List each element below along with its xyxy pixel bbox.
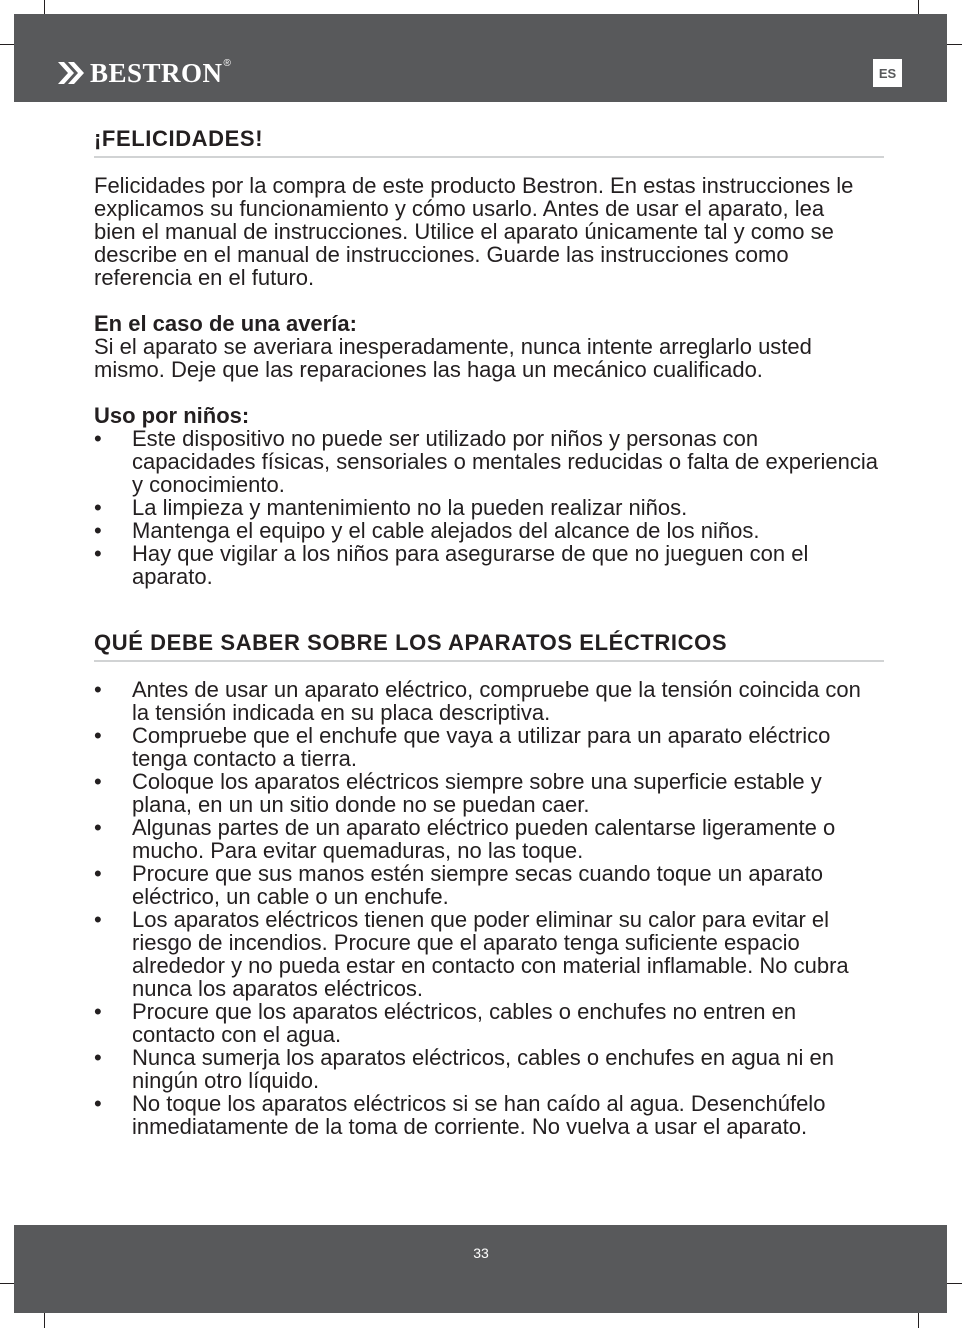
page-number: 33 — [473, 1245, 489, 1261]
footer-bar — [14, 1225, 947, 1313]
list-item: • Procure que sus manos estén siempre secas cuando toque un aparato eléctrico, un cable o un enchufe. — [94, 862, 884, 908]
chevrons-icon — [58, 60, 86, 86]
list-item: • Procure que los aparatos eléctricos, cables o enchufes no entren en contacto con el agua. — [94, 1000, 884, 1046]
brand-name: BESTRON — [90, 57, 223, 88]
list-item: • La limpieza y mantenimiento no la pueden realizar niños. — [94, 496, 884, 519]
language-badge: ES — [873, 59, 902, 87]
list-item: • Nunca sumerja los aparatos eléctricos, cables o enchufes en agua ni en ningún otro líquido. — [94, 1046, 884, 1092]
section-title-electrical: QUÉ DEBE SABER SOBRE LOS APARATOS ELÉCTRICOS — [94, 630, 884, 662]
children-heading: Uso por niños: — [94, 403, 250, 428]
breakdown-paragraph: Si el aparato se averiara inesperadamente, nunca intente arreglarlo usted mismo. Deje que las reparaciones las haga un mecánico cualificado. — [94, 334, 812, 382]
children-list — [94, 427, 884, 588]
page-content — [94, 122, 884, 1138]
electrical-list — [94, 678, 884, 1138]
registered-mark: ® — [223, 58, 231, 69]
list-item: • Hay que vigilar a los niños para asegurarse de que no jueguen con el aparato. — [94, 542, 884, 588]
brand-logo — [58, 56, 231, 90]
list-item: • Este dispositivo no puede ser utilizado por niños y personas con capacidades físicas, sensoriales o mentales reducidas o falta de experiencia y conocimiento. — [94, 427, 884, 496]
intro-paragraph: Felicidades por la compra de este producto Bestron. En estas instrucciones le explicamos su funcionamiento y cómo usarlo. Antes de usar el aparato, lea bien el manual de instrucciones. Utilice el aparato únicamente tal y como se describe en el manual de instrucciones. Guarde las instrucciones como referencia en el futuro. — [94, 173, 854, 290]
breakdown-heading: En el caso de una avería: — [94, 311, 357, 336]
list-item: • Compruebe que el enchufe que vaya a utilizar para un aparato eléctrico tenga contacto a tierra. — [94, 724, 884, 770]
section-title-congratulations: ¡FELICIDADES! — [94, 126, 884, 158]
list-item: • Antes de usar un aparato eléctrico, compruebe que la tensión coincida con la tensión indicada en su placa descriptiva. — [94, 678, 884, 724]
list-item: • Algunas partes de un aparato eléctrico pueden calentarse ligeramente o mucho. Para evitar quemaduras, no las toque. — [94, 816, 884, 862]
list-item: • Mantenga el equipo y el cable alejados del alcance de los niños. — [94, 519, 884, 542]
list-item: • Coloque los aparatos eléctricos siempre sobre una superficie estable y plana, en un un sitio donde no se puedan caer. — [94, 770, 884, 816]
list-item: • Los aparatos eléctricos tienen que poder eliminar su calor para evitar el riesgo de incendios. Procure que el aparato tenga suficiente espacio alrededor y no pueda estar en contacto con material inflamable. No cubra nunca los aparatos eléctricos. — [94, 908, 884, 1000]
list-item: • No toque los aparatos eléctricos si se han caído al agua. Desenchúfelo inmediatamente de la toma de corriente. No vuelva a usar el aparato. — [94, 1092, 884, 1138]
